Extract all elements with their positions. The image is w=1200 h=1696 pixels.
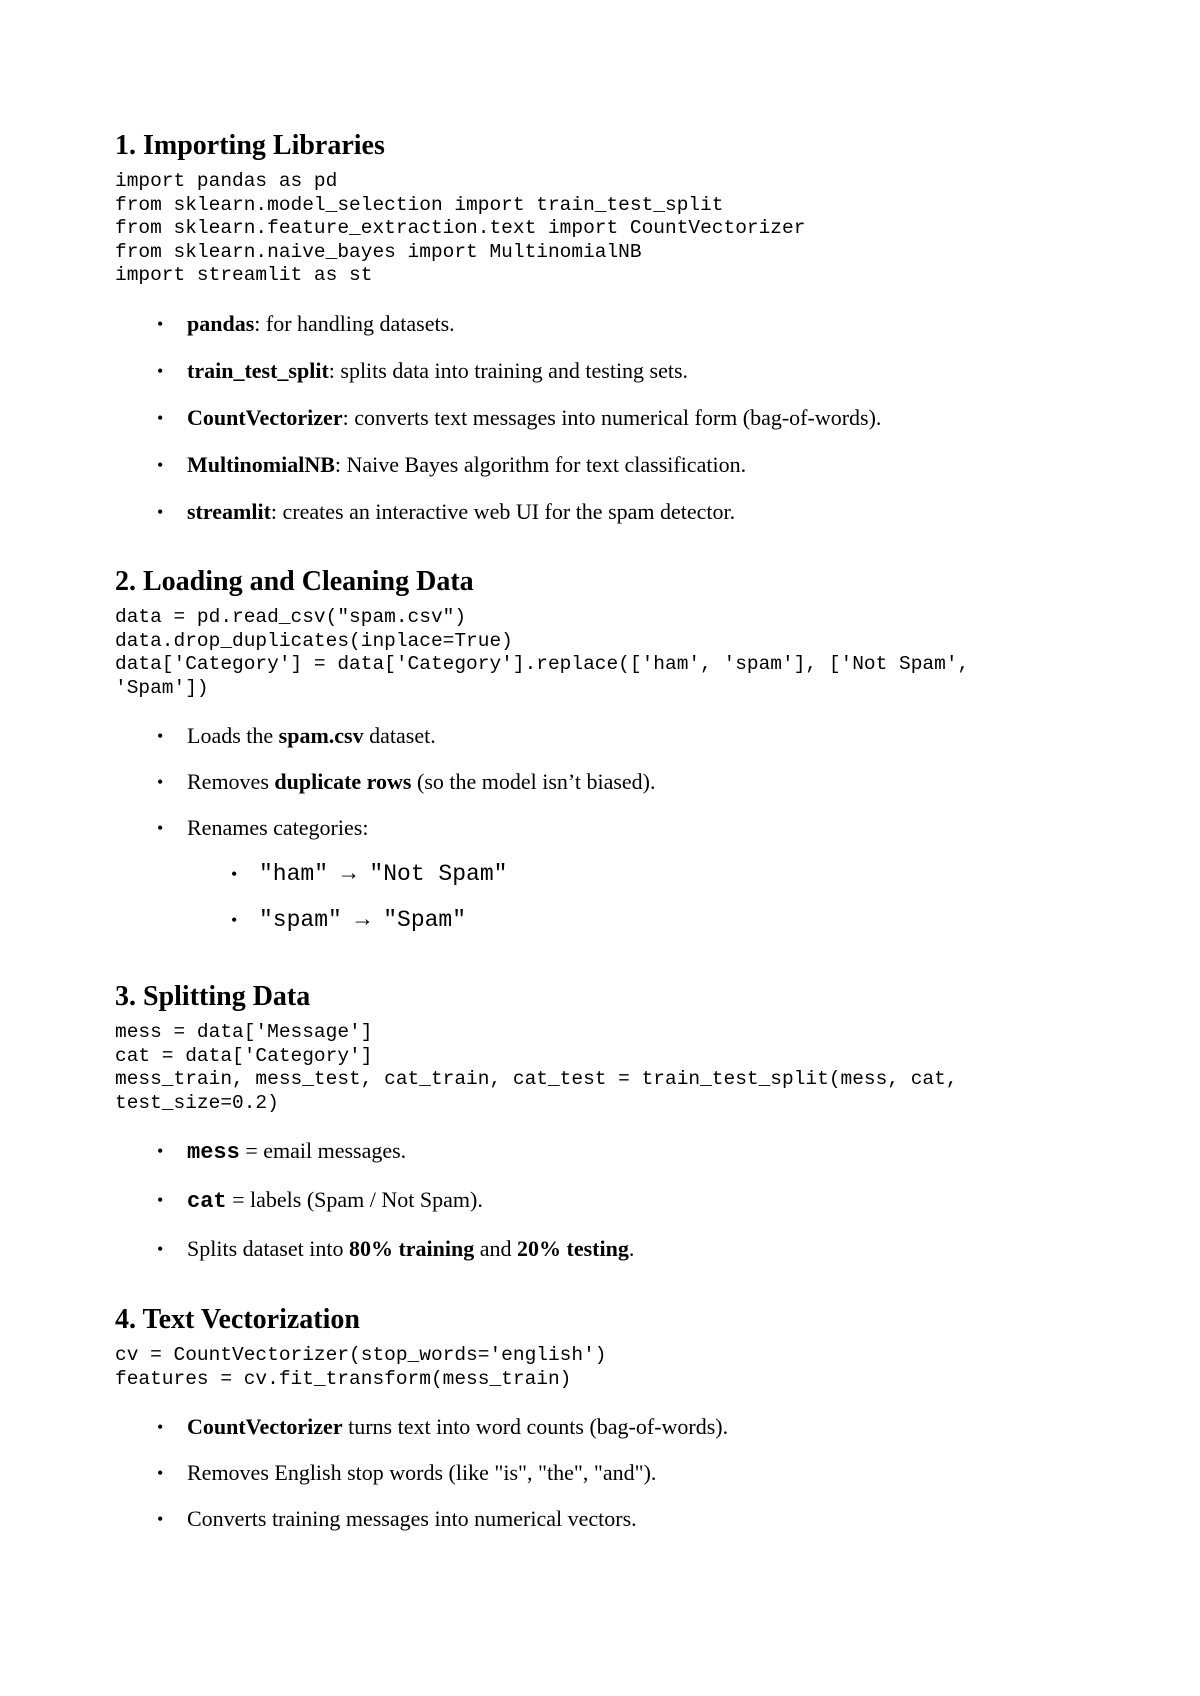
bullet-icon: • [231,864,238,884]
list-item: • Removes duplicate rows (so the model isn’t biased). [157,769,656,794]
section-text-vectorization [115,1302,1115,1533]
bullet-list [115,310,1115,526]
section-heading: 3. Splitting Data [115,981,311,1012]
bullet-icon: • [157,1509,164,1529]
bullet-icon: • [157,1463,164,1483]
list-item: • MultinomialNB: Naive Bayes algorithm for text classification. [157,451,747,477]
list-item: • CountVectorizer turns text into word counts (bag-of-words). [157,1414,729,1439]
bullet-icon: • [157,501,164,522]
code-block: data = pd.read_csv("spam.csv") data.drop_duplicates(inplace=True) data['Category'] = data['Category'].replace(['ham', 'spam'], ['Not Spam', 'Spam']) [115,606,970,699]
bullet-icon: • [157,1190,164,1210]
bullet-icon: • [157,313,164,334]
section-heading: 1. Importing Libraries [115,130,385,161]
section-splitting-data [115,979,1115,1263]
bullet-icon: • [157,818,164,838]
list-item: • train_test_split: splits data into training and testing sets. [157,357,689,383]
bullet-list [115,1137,1115,1263]
bullet-icon: • [231,910,238,930]
list-item: • Converts training messages into numerical vectors. [157,1506,637,1531]
section-heading: 4. Text Vectorization [115,1304,360,1335]
bullet-icon: • [157,454,164,475]
bullet-list [115,722,1115,934]
bullet-icon: • [157,360,164,381]
bullet-icon: • [157,1141,164,1161]
list-item: • Removes English stop words (like "is", "the", "and"). [157,1460,657,1485]
section-loading-cleaning [115,564,1115,934]
bullet-icon: • [157,1417,164,1437]
bullet-icon: • [157,772,164,792]
list-item: • Splits dataset into 80% training and 20% testing. [157,1236,635,1261]
bullet-list [115,1413,1115,1533]
code-block: mess = data['Message'] cat = data['Category'] mess_train, mess_test, cat_train, cat_test = train_test_split(mess, cat, test_size=0.2) [115,1021,958,1114]
list-item: • mess = email messages. [157,1138,407,1165]
list-item: • cat = labels (Spam / Not Spam). [157,1187,483,1214]
section-importing-libraries [115,128,1115,526]
bullet-icon: • [157,726,164,746]
section-heading: 2. Loading and Cleaning Data [115,566,474,597]
code-block: import pandas as pd from sklearn.model_selection import train_test_split from sklearn.feature_extraction.text import CountVectorizer from sklearn.naive_bayes import MultinomialNB import streamlit as st [115,170,806,286]
list-item: • streamlit: creates an interactive web UI for the spam detector. [157,498,736,524]
list-item: • Renames categories: [157,815,369,840]
bullet-icon: • [157,407,164,428]
list-item: • pandas: for handling datasets. [157,310,455,336]
code-block: cv = CountVectorizer(stop_words='english') features = cv.fit_transform(mess_train) [115,1344,607,1390]
list-item: • Loads the spam.csv dataset. [157,723,436,748]
sub-list-item: • "ham" → "Not Spam" [231,861,508,887]
list-item: • CountVectorizer: converts text messages into numerical form (bag-of-words). [157,404,882,430]
bullet-icon: • [157,1239,164,1259]
sub-list-item: • "spam" → "Spam" [231,907,467,933]
